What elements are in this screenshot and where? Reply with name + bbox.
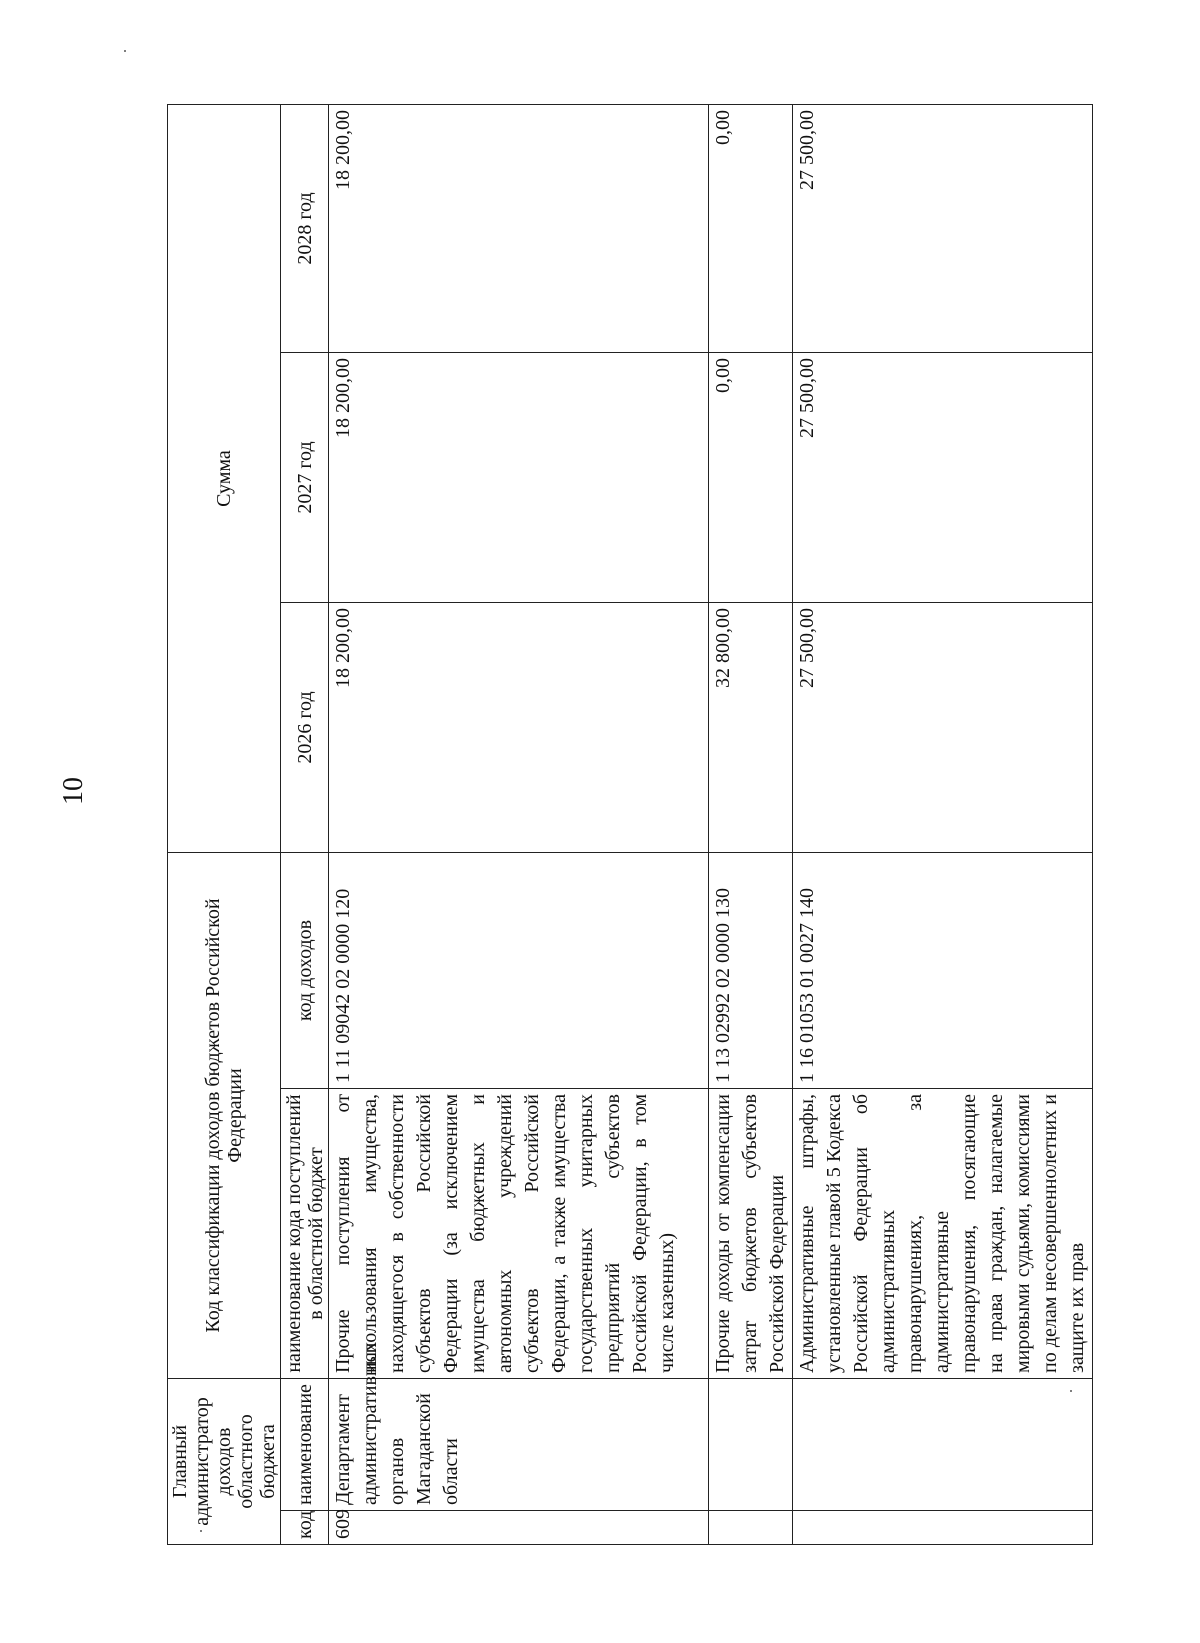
page-number: 10 [58,777,89,805]
revenue-name: Прочие доходы от компенсации затрат бюджетов субъектов Российской Федерации [709,1089,793,1379]
header-code: код [281,1511,329,1545]
amount-2027: 18 200,00 [329,353,709,603]
amount-2027: 0,00 [709,353,793,603]
header-revenue-code: код доходов [281,853,329,1089]
admin-code: 609 [329,1511,709,1545]
amount-2027: 27 500,00 [793,353,1093,603]
amount-2028: 18 200,00 [329,105,709,353]
admin-name: Департамент административных органов Магаданской области [329,1379,709,1511]
scan-speck [124,50,126,52]
scan-speck [1070,1390,1072,1392]
revenue-code: 1 16 01053 01 0027 140 [793,853,1093,1089]
table-row [709,105,793,1545]
amount-2026: 18 200,00 [329,603,709,853]
header-admin-group: Главный администратор доходов областного бюджета [168,1379,281,1545]
revenue-table [167,104,1093,1545]
amount-2026: 27 500,00 [793,603,1093,853]
header-classification-group: Код классификации доходов бюджетов Российской Федерации [168,853,281,1379]
revenue-code: 1 13 02992 02 0000 130 [709,853,793,1089]
header-2026: 2026 год [281,603,329,853]
scan-speck [200,1530,202,1532]
header-2028: 2028 год [281,105,329,353]
table-row [329,105,709,1545]
header-revenue-name: наименование кода поступлений в областной бюджет [281,1089,329,1379]
rotated-table-container [167,105,1088,1545]
header-sum-group: Сумма [168,105,281,853]
header-2027: 2027 год [281,353,329,603]
amount-2026: 32 800,00 [709,603,793,853]
amount-2028: 27 500,00 [793,105,1093,353]
revenue-name: Административные штрафы, установленные главой 5 Кодекса Российской Федерации об административных правонарушениях, за административные правонарушения, посягающие на права граждан, налагаемые мировыми судьями, комиссиями по делам несовершеннолетних и защите их прав [793,1089,1093,1379]
revenue-code: 1 11 09042 02 0000 120 [329,853,709,1089]
table-row [793,105,1093,1545]
revenue-name: Прочие поступления от использования имущества, находящегося в собственности субъектов Российской Федерации (за исключением имущества бюджетных и автономных учреждений субъектов Российской Федерации, а также имущества государственных унитарных предприятий субъектов Российской Федерации, в том числе казенных) [329,1089,709,1379]
header-name: наименование [281,1379,329,1511]
amount-2028: 0,00 [709,105,793,353]
